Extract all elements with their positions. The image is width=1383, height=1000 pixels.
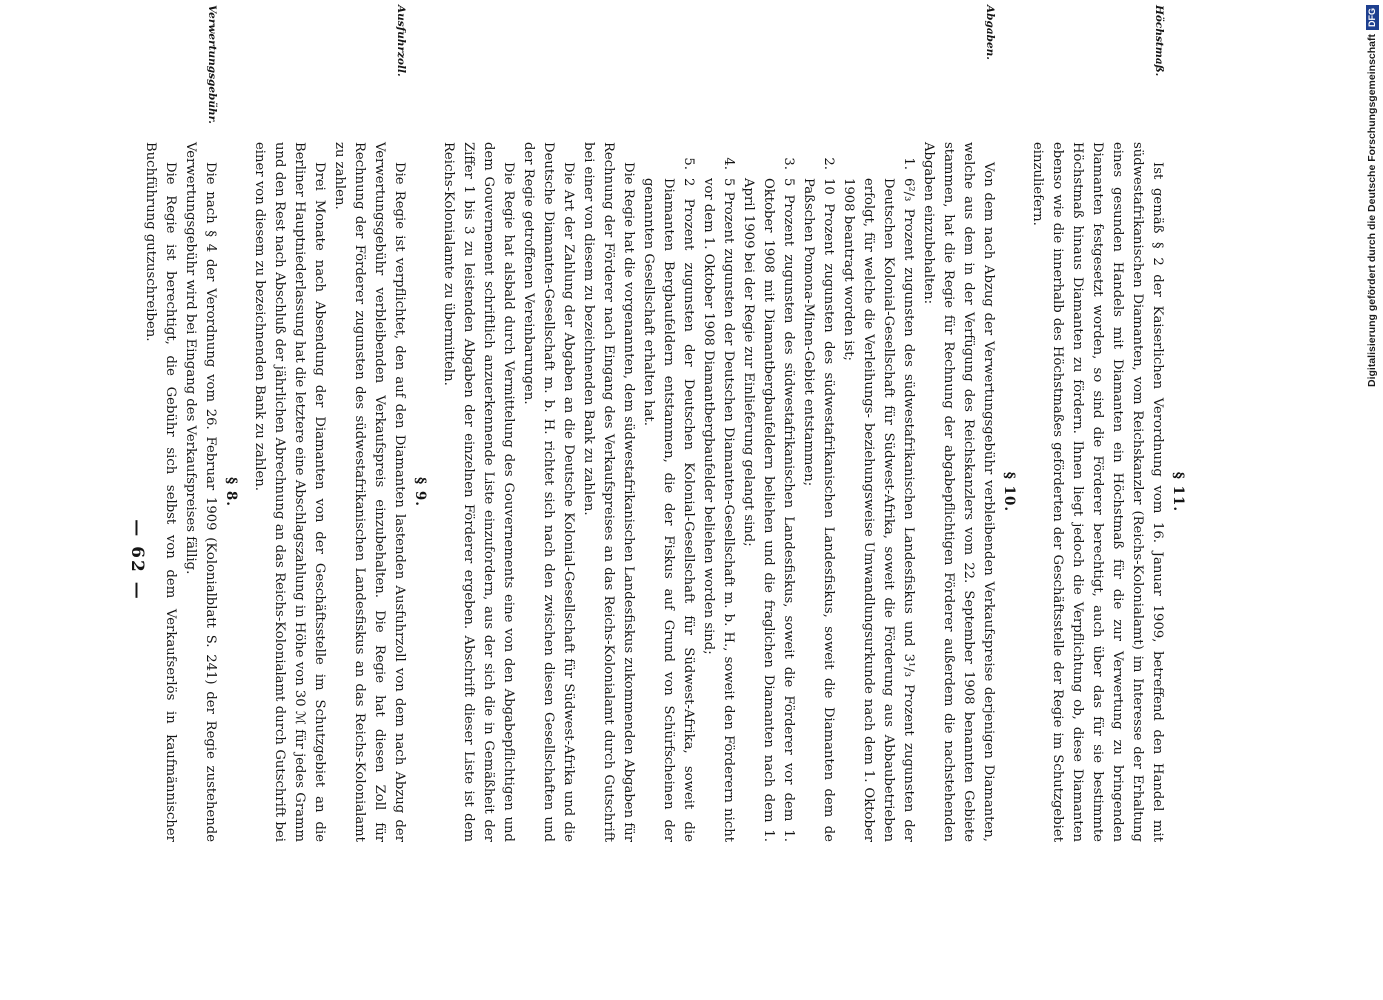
- paragraph: Die Regie hat die vorgenannten, dem südwestafrikanischen Landesfiskus zukommenden Abgaben für Rechnung der Förderer nach Eingang des Verkaufspreises an das Reichs-Kolonialamt durch Gutschrift bei einer von diesem zu bezeichnenden Bank zu zahlen.: [581, 142, 636, 842]
- list-text: 5 Prozent zugunsten der Deutschen Diamanten-Gesellschaft m. b. H., soweit den Förderern nicht vor dem 1. Oktober 1908 Diamantbergbaufelder beliehen worden sind;: [701, 178, 736, 842]
- list-item: [638, 142, 698, 842]
- margin-note-ausfuhrzoll: Ausfuhrzoll.: [395, 5, 407, 77]
- funding-note: Digitalisierung gefördert durch die Deutsche Forschungsgemeinschaft: [1366, 34, 1378, 387]
- paragraph: Drei Monate nach Absendung der Diamanten von der Geschäftsstelle im Schutzgebiet an die Berliner Hauptniederlassung hat die letztere eine Abschlagszahlung in Höhe von 30 ℳ für jedes Gramm und den Rest nach Abschluß der jährlichen Abrechnung an das Reichs-Kolonialamt durch Gutschrift bei einer von diesem zu bezeichnenden Bank zu zahlen.: [252, 142, 327, 842]
- paragraph: Die nach § 4 der Verordnung vom 26. Februar 1909 (Kolonialblatt S. 241) der Regie zustehende Verwertungsgebühr wird bei Eingang des Verkaufspreises fällig.: [183, 142, 218, 842]
- section-heading: § 8.: [223, 477, 239, 507]
- page-number: — 62 —: [127, 519, 147, 601]
- funding-strip: [1361, 0, 1383, 1000]
- paragraph: Die Regie hat alsbald durch Vermittelung des Gouvernements eine von den Abgabepflichtigen und dem Gouvernement schriftlich anzuerkennende Liste einzufordern, aus der sich die in Gemäßheit der Ziffer 1 bis 3 zu leistenden Abgaben der einzelnen Förderer ergeben. Abschrift dieser Liste ist dem Reichs-Kolonialamte zu übermitteln.: [441, 142, 516, 842]
- section-9: [249, 142, 430, 842]
- section-heading: § 9.: [412, 477, 428, 507]
- list-number: 4.: [721, 157, 736, 170]
- list-text: 6²/₃ Prozent zugunsten des südwestafrikanischen Landesfiskus und 3¹/₃ Prozent zugunsten der Deutschen Kolonial-Gesellschaft für Südwest-Afrika, soweit die Förderung aus Abbaubetrieben erfolgt, für welche die Verleihungs- beziehungsweise Umwandlungsurkunde nach dem 1. Oktober 1908 beantragt worden ist;: [841, 178, 916, 842]
- section-11: [1027, 142, 1188, 842]
- paragraph: Die Art der Zahlung der Abgaben an die Deutsche Kolonial-Gesellschaft für Südwest-Afrika und die Deutsche Diamanten-Gesellschaft m. b. H. richtet sich nach den zwischen diesen Gesellschaften und der Regie getroffenen Vereinbarungen.: [521, 142, 576, 842]
- list-item: [838, 142, 918, 842]
- paragraph: Ist gemäß § 2 der Kaiserlichen Verordnung vom 16. Januar 1909, betreffend den Handel mit südwestafrikanischen Diamanten, vom Reichskanzler (Reichs-Kolonialamt) im Interesse der Erhaltung eines gesunden Handels mit Diamanten ein Höchstmaß für die zur Verwertung zu bringenden Diamanten festgesetzt worden, so sind die Förderer berechtigt, auch über das für sie bestimmte Höchstmaß hinaus Diamanten zu fördern. Ihnen liegt jedoch die Verpflichtung ob, diese Diamanten ebenso wie die innerhalb des Höchstmaßes geförderten der Geschäftsstelle der Regie im Schutzgebiet einzuliefern.: [1030, 142, 1165, 842]
- list-item: [798, 142, 838, 842]
- margin-note-verwertungsgebuehr: Verwertungsgebühr.: [206, 5, 218, 124]
- list-number: 3.: [781, 157, 796, 170]
- paragraph: Die Regie ist berechtigt, die Gebühr sich selbst von dem Verkaufserlös in kaufmännischer Buchführung gutzuschreiben.: [143, 142, 178, 842]
- paragraph: Die Regie ist verpflichtet, den auf den Diamanten lastenden Ausfuhrzoll von dem nach Abzug der Verwertungsgebühr verbleibenden Verkaufspreis einzubehalten. Die Regie hat diesen Zoll für Rechnung der Förderer zugunsten des südwestafrikanischen Landesfiskus an das Reichs-Kolonialamt zu zahlen.: [332, 142, 407, 842]
- section-10: [438, 142, 1019, 842]
- list-number: 2.: [821, 157, 836, 170]
- dfg-logo: DFG: [1366, 5, 1379, 30]
- margin-note-hoechstmass: Höchstmaß.: [1153, 5, 1165, 77]
- paragraph-intro: Von dem nach Abzug der Verwertungsgebühr verbleibenden Verkaufspreise derjenigen Diamanten, welche aus dem in der Verfügung des Reichskanzlers vom 22. September 1908 benannten Gebiete stammen, hat die Regie für Rechnung der abgabepflichtigen Förderer außerdem die nachstehenden Abgaben einzubehalten:: [921, 142, 996, 842]
- list-item: [698, 142, 738, 842]
- section-heading: § 11.: [1170, 471, 1186, 513]
- section-8: [143, 142, 241, 842]
- section-heading: § 10.: [1001, 471, 1017, 513]
- list-text: 5 Prozent zugunsten des südwestafrikanischen Landesfiskus, soweit die Förderer vor dem 1. Oktober 1908 mit Diamantbergbaufeldern beliehen und die fraglichen Diamanten nach dem 1. April 1909 bei der Regie zur Einlieferung gelangt sind;: [741, 178, 796, 842]
- list-number: 1.: [901, 157, 916, 170]
- margin-note-abgaben: Abgaben.: [984, 5, 996, 60]
- list-number: 5.: [681, 157, 696, 170]
- list-item: [738, 142, 798, 842]
- list-text: 2 Prozent zugunsten der Deutschen Kolonial-Gesellschaft für Südwest-Afrika, soweit die Diamanten Bergbaufeldern entstammen, die der Fiskus auf Grund von Schürfscheinen der genannten Gesellschaft erhalten hat.: [641, 178, 696, 842]
- list-text: 10 Prozent zugunsten des südwestafrikanischen Landesfiskus, soweit die Diamanten dem de Paßschen Pomona-Minen-Gebiet entstammen;: [801, 178, 836, 842]
